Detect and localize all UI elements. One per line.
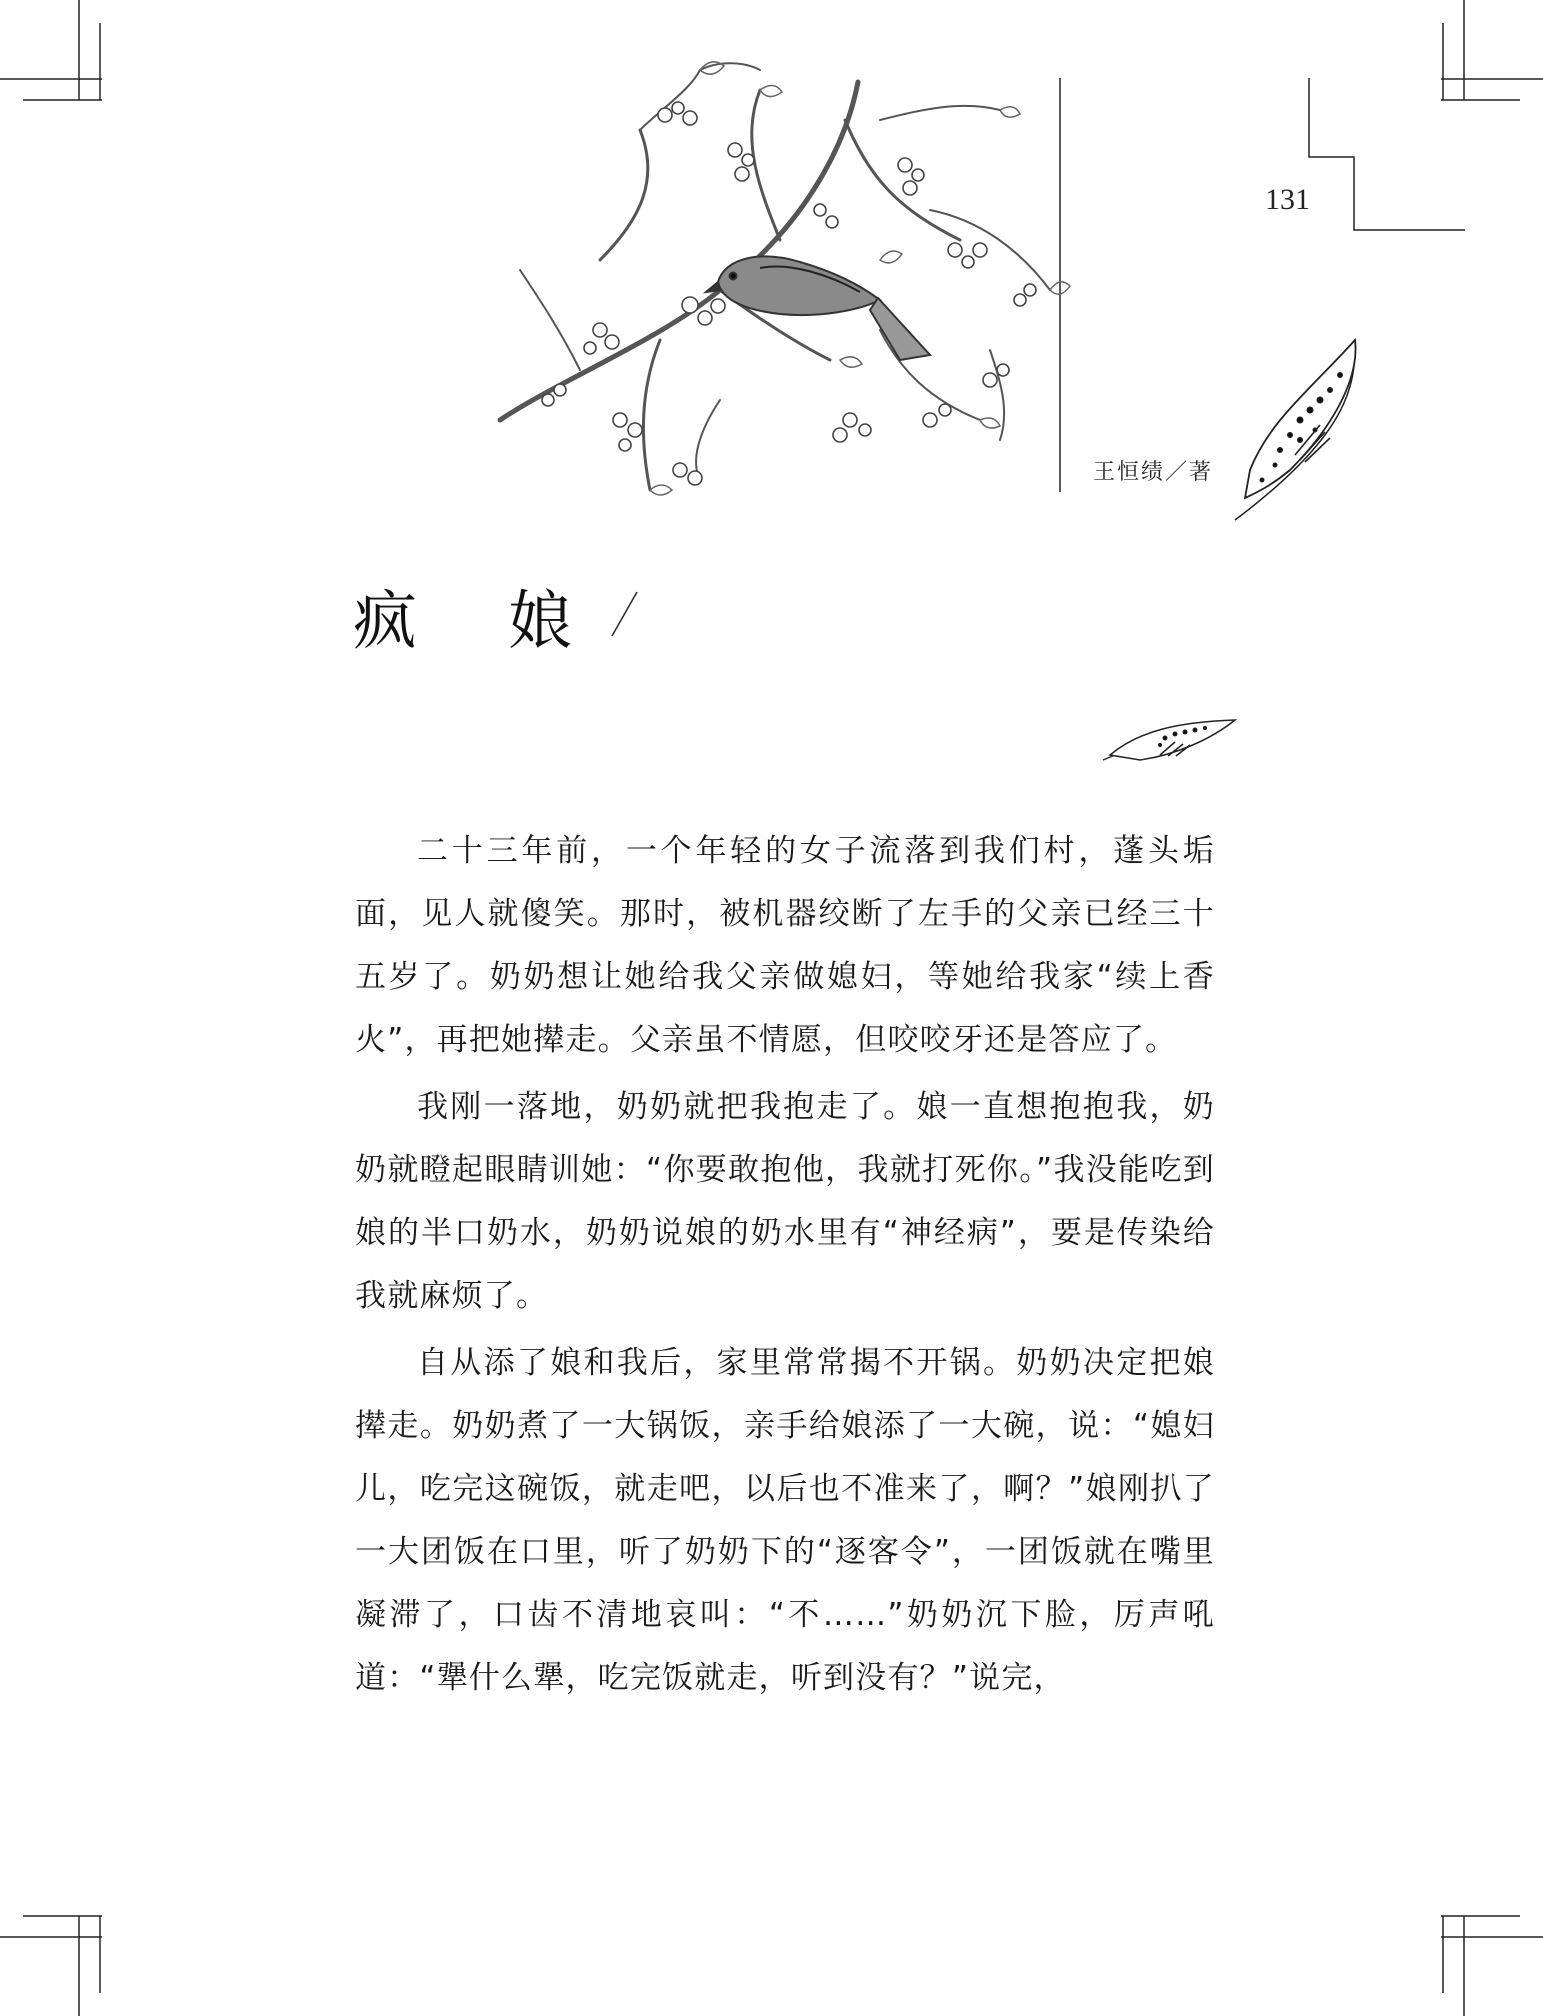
page-number: 131 <box>1265 183 1310 216</box>
paragraph: 自从添了娘和我后，家里常常揭不开锅。奶奶决定把娘撵走。奶奶煮了一大锅饭，亲手给娘添了一大碗，说：“媳妇儿，吃完这碗饭，就走吧，以后也不准来了，啊？”娘刚扒了一大团饭在口里，听了奶奶下的“逐客令”，一团饭就在嘴里凝滞了，口齿不清地哀叫：“不……”奶奶沉下脸，厉声吼道：“犟什么犟，吃完饭就走，听到没有？”说完， <box>355 1345 1215 1696</box>
article-body <box>355 820 1215 1714</box>
paragraph: 二十三年前，一个年轻的女子流落到我们村，蓬头垢面，见人就傻笑。那时，被机器绞断了左手的父亲已经三十五岁了。奶奶想让她给我父亲做媳妇，等她给我家“续上香火”，再把她撵走。父亲虽不情愿，但咬咬牙还是答应了。 <box>355 833 1215 1058</box>
title-char-2: 娘 <box>508 585 572 659</box>
title-char-1: 疯 <box>353 585 417 659</box>
paragraph: 我刚一落地，奶奶就把我抱走了。娘一直想抱抱我，奶奶就瞪起眼睛训她：“你要敢抱他，我就打死你。”我没能吃到娘的半口奶水，奶奶说娘的奶水里有“神经病”，要是传染给我就麻烦了。 <box>355 1089 1215 1314</box>
author-byline: 王恒绩／著 <box>1093 460 1214 485</box>
